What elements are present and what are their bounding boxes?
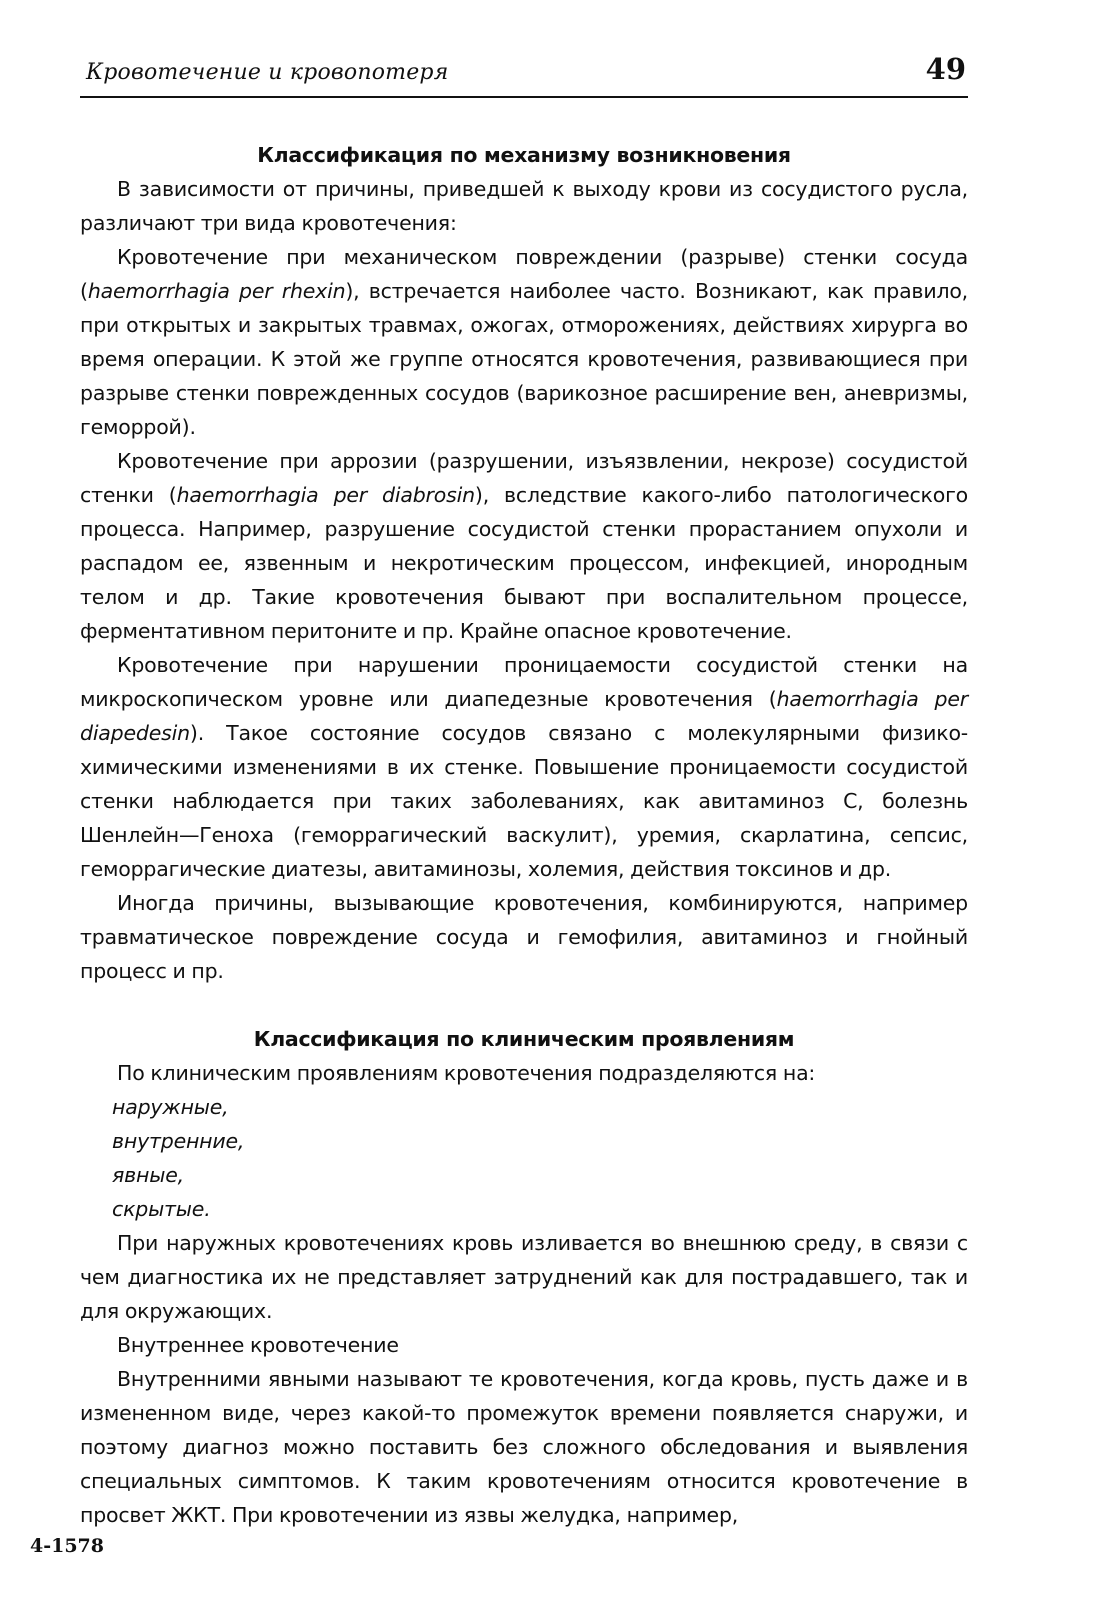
- latin-term: haemorrhagia per diabrosin: [176, 483, 475, 507]
- paragraph: [80, 648, 968, 886]
- text-run: Кровотечение при нарушении проницаемости сосудистой стенки на микроскопическом уровне или диапедезные кровотечения (: [80, 653, 968, 711]
- latin-term: haemorrhagia per rhexin: [87, 279, 346, 303]
- section-gap: [80, 988, 968, 1022]
- list-item: внутренние,: [112, 1129, 245, 1153]
- text-run: ), вследствие какого-либо патологического процесса. Например, разрушение сосудистой стенки прорастанием опухоли и распадом ее, язвенным и некротическим процессом, инфекцией, инородным телом и др. Такие кровотечения бывают при воспалительном процессе, ферментативном перитоните и пр. Крайне опасное кровотечение.: [80, 483, 968, 643]
- running-head: [80, 52, 968, 98]
- subheading-internal: Внутреннее кровотечение: [117, 1333, 399, 1357]
- printer-signature: 4-1578: [30, 1535, 104, 1557]
- running-title: Кровотечение и кровопотеря: [86, 60, 449, 85]
- list-item: скрытые.: [112, 1197, 211, 1221]
- text-run: Кровотечение при механическом повреждении (разрыве) стенки сосуда (: [80, 245, 968, 303]
- list-item: явные,: [112, 1163, 184, 1187]
- paragraph: [80, 444, 968, 648]
- paragraph: При наружных кровотечениях кровь изливается во внешнюю среду, в связи с чем диагностика их не представляет затруднений как для пострадавшего, так и для окружающих.: [80, 1231, 968, 1323]
- paragraph: По клиническим проявлениям кровотечения подразделяются на:: [117, 1061, 816, 1085]
- paragraph: Иногда причины, вызывающие кровотечения, комбинируются, например травматическое повреждение сосуда и гемофилия, авитаминоз и гнойный процесс и пр.: [80, 891, 968, 983]
- page-number: 49: [925, 52, 966, 86]
- list-item: наружные,: [112, 1095, 229, 1119]
- text-run: ), встречается наиболее часто. Возникают, как правило, при открытых и закрытых травмах, ожогах, отморожениях, действиях хирурга во время операции. К этой же группе относятся кровотечения, развивающиеся при разрыве стенки поврежденных сосудов (варикозное расширение вен, аневризмы, геморрой).: [80, 279, 969, 439]
- text-run: ). Такое состояние сосудов связано с молекулярными физико-химическими изменениями в их стенке. Повышение проницаемости сосудистой стенки наблюдается при таких заболеваниях, как авитаминоз С, болезнь Шенлейн—Геноха (геморрагический васкулит), уремия, скарлатина, сепсис, геморрагические диатезы, авитаминозы, холемия, действия токсинов и др.: [80, 721, 968, 881]
- paragraph: [80, 240, 968, 444]
- paragraph: Внутренними явными называют те кровотечения, когда кровь, пусть даже и в измененном виде, через какой-то промежуток времени появляется снаружи, и поэтому диагноз можно поставить без сложного обследования и выявления специальных симптомов. К таким кровотечениям относится кровотечение в просвет ЖКТ. При кровотечении из язвы желудка, например,: [80, 1367, 968, 1527]
- text-run: Кровотечение при аррозии (разрушении, изъязвлении, некрозе) сосудистой стенки (: [80, 449, 968, 507]
- latin-term: haemorrhagia per diapedesin: [80, 687, 969, 745]
- paragraph: В зависимости от причины, приведшей к выходу крови из сосудистого русла, различают три вида кровотечения:: [80, 177, 968, 235]
- section-heading-clinical: Классификация по клиническим проявлениям: [253, 1027, 795, 1051]
- section-heading-mechanism: Классификация по механизму возникновения: [257, 143, 791, 167]
- book-page: [80, 0, 968, 1600]
- page-content: [80, 138, 968, 1532]
